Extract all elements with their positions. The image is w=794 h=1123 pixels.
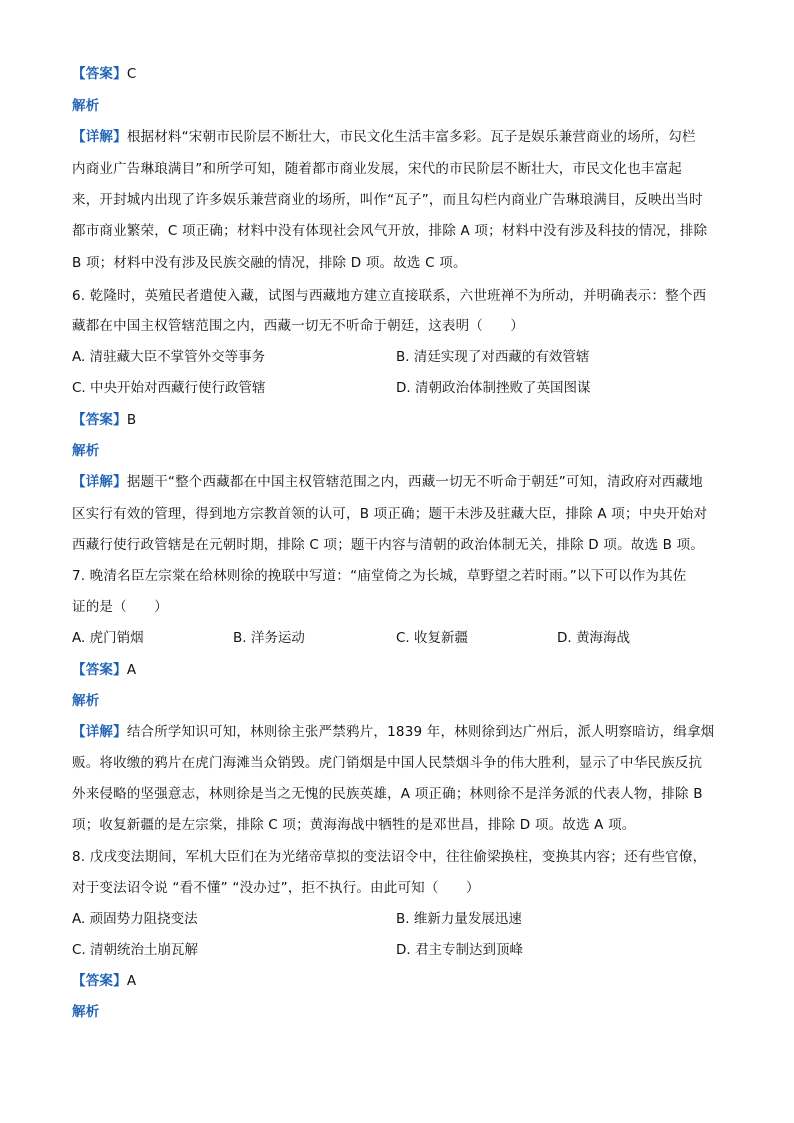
detail-tag: 【详解】 — [72, 474, 127, 490]
q8-stem-line: 对于变法诏令说 “看不懂” “没办过”，拒不执行。由此可知（ ） — [72, 880, 480, 896]
q7-stem-line: 7. 晚清名臣左宗棠在给林则徐的挽联中写道：“庙堂倚之为长城，草野望之若时雨。”以下可以作为其佐 — [72, 568, 687, 584]
q8-answer-line — [72, 971, 136, 991]
q7-detail-line: 外来侵略的坚强意志，林则徐是当之无愧的民族英雄，A 项正确；林则徐不是洋务派的代表人物，排除 B — [72, 786, 703, 802]
detail-tag: 【详解】 — [72, 129, 127, 145]
answer-tag: 【答案】 — [72, 66, 127, 82]
q7-analysis-label: 解析 — [72, 693, 100, 709]
q5-detail-line: B 项；材料中没有涉及民族交融的情况，排除 D 项。故选 C 项。 — [72, 255, 467, 271]
q7-answer-line — [72, 660, 136, 680]
q7-stem-line: 证的是（ ） — [72, 599, 168, 615]
q8-stem-line: 8. 戊戌变法期间，军机大臣们在为光绪帝草拟的变法诏令中，往往偷梁换柱，变换其内容；还有些官僚， — [72, 849, 707, 865]
q6-option-c: C. 中央开始对西藏行使行政管辖 — [72, 380, 266, 396]
q6-option-b: B. 清廷实现了对西藏的有效管辖 — [396, 349, 590, 365]
q5-detail-line: 来，开封城内出现了许多娱乐兼营商业的场所，叫作“瓦子”，而且勾栏内商业广告琳琅满目，反映出当时 — [72, 192, 703, 208]
detail-tag: 【详解】 — [72, 724, 127, 740]
q5-answer-line — [72, 64, 136, 84]
q6-option-a: A. 清驻藏大臣不掌管外交等事务 — [72, 349, 266, 365]
q7-option-a: A. 虎门销烟 — [72, 630, 144, 646]
q8-option-d: D. 君主专制达到顶峰 — [396, 942, 523, 958]
q5-detail-line: 内商业广告琳琅满目”和所学可知，随着都市商业发展，宋代的市民阶层不断壮大，市民文化也丰富起 — [72, 161, 682, 177]
q5-analysis-label: 解析 — [72, 98, 100, 114]
answer-value: B — [126, 412, 137, 428]
q8-option-b: B. 维新力量发展迅速 — [396, 911, 522, 927]
q6-stem-line: 藏都在中国主权管辖范围之内，西藏一切无不听命于朝廷，这表明（ ） — [72, 318, 525, 334]
answer-tag: 【答案】 — [72, 662, 127, 678]
answer-value: A — [126, 662, 137, 678]
q7-option-b: B. 洋务运动 — [233, 630, 305, 646]
q7-option-c: C. 收复新疆 — [396, 630, 469, 646]
q8-option-a: A. 顽固势力阻挠变法 — [72, 911, 198, 927]
q7-detail-line: 贩。将收缴的鸦片在虎门海滩当众销毁。虎门销烟是中国人民禁烟斗争的伟大胜利，显示了中华民族反抗 — [72, 755, 703, 771]
q6-option-d: D. 清朝政治体制挫败了英国图谋 — [396, 380, 591, 396]
answer-value: A — [126, 973, 137, 989]
q6-detail-line: 【详解】据题干“整个西藏都在中国主权管辖范围之内，西藏一切无不听命于朝廷”可知，清政府对西藏地 — [72, 474, 703, 490]
q6-analysis-label: 解析 — [72, 443, 100, 459]
q6-answer-line — [72, 410, 136, 430]
answer-tag: 【答案】 — [72, 412, 127, 428]
q7-detail-line: 【详解】结合所学知识可知，林则徐主张严禁鸦片，1839 年，林则徐到达广州后，派人明察暗访，缉拿烟 — [72, 724, 715, 740]
q5-detail-line: 都市商业繁荣，C 项正确；材料中没有体现社会风气开放，排除 A 项；材料中没有涉及科技的情况，排除 — [72, 223, 708, 239]
q6-detail-line: 区实行有效的管理，得到地方宗教首领的认可，B 项正确；题干未涉及驻藏大臣，排除 A 项；中央开始对 — [72, 506, 708, 522]
q7-detail-line: 项；收复新疆的是左宗棠，排除 C 项；黄海海战中牺牲的是邓世昌，排除 D 项。故选 A 项。 — [72, 817, 636, 833]
q6-stem-line: 6. 乾隆时，英殖民者遣使入藏，试图与西藏地方建立直接联系，六世班禅不为所动，并明确表示：整个西 — [72, 288, 707, 304]
q6-detail-line: 西藏行使行政管辖是在元朝时期，排除 C 项；题干内容与清朝的政治体制无关，排除 D 项。故选 B 项。 — [72, 537, 705, 553]
q7-option-d: D. 黄海海战 — [557, 630, 630, 646]
answer-value: C — [126, 66, 137, 82]
answer-tag: 【答案】 — [72, 973, 127, 989]
q5-detail-line: 【详解】根据材料“宋朝市民阶层不断壮大，市民文化生活丰富多彩。瓦子是娱乐兼营商业的场所，勾栏 — [72, 129, 696, 145]
q8-analysis-label: 解析 — [72, 1004, 100, 1020]
q8-option-c: C. 清朝统治土崩瓦解 — [72, 942, 199, 958]
